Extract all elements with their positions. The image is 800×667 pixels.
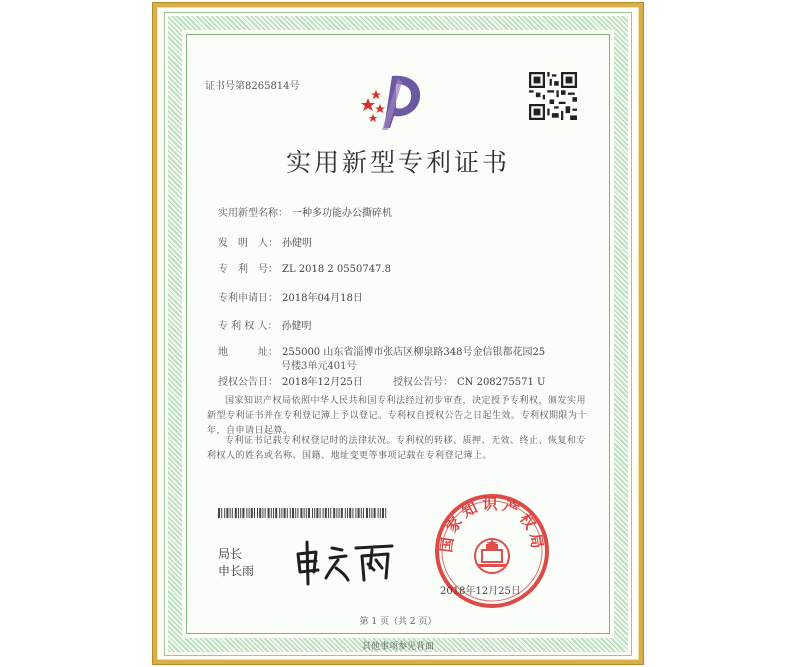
barcode-icon	[218, 508, 388, 518]
field-application-date	[218, 289, 363, 304]
paragraph-legal-status: 专利证书记载专利权登记时的法律状况。专利权的转移、质押、无效、终止、恢复和专利权人的姓名或名称、国籍、地址变更等事项记载在专利登记簿上。	[207, 436, 587, 461]
field-label: 地 址：	[218, 347, 278, 358]
field-address	[218, 343, 545, 358]
field-grant-date	[218, 373, 363, 388]
field-value: 孙健明	[281, 321, 312, 332]
field-utility-model-name	[218, 204, 392, 219]
patent-office-emblem-icon	[352, 68, 440, 134]
field-value: 2018年04月18日	[282, 293, 363, 304]
field-value: CN 208275571 U	[457, 377, 546, 388]
field-value: 一种多功能办公撕碎机	[292, 208, 392, 219]
certificate-title: 实用新型专利证书	[285, 148, 510, 177]
certificate-number: 证书号第8265814号	[205, 81, 300, 92]
field-inventor	[218, 234, 312, 249]
director-signature-icon	[292, 538, 402, 586]
field-patent-number	[218, 260, 391, 275]
page-number: 第 1 页（共 2 页）	[359, 617, 437, 627]
field-value: 2018年12月25日	[282, 377, 363, 388]
field-label: 专 利 权 人：	[218, 321, 278, 332]
field-address-line2: 号楼3单元401号	[281, 361, 357, 372]
director-title: 局长	[218, 547, 243, 561]
bottom-note: 其他事项参见背面	[361, 642, 434, 652]
field-label: 授权公告号：	[393, 377, 453, 388]
seal-text: 国家知识产权局	[437, 495, 547, 554]
field-patentee	[218, 317, 312, 332]
paragraph-grant-statement: 国家知识产权局依照中华人民共和国专利法经过初步审查，决定授予专利权，颁发实用新型专利证书并在专利登记簿上予以登记。专利权自授权公告之日起生效。专利权期限为十年，自申请日起算。	[207, 396, 588, 436]
field-value: 孙健明	[282, 238, 312, 249]
field-grant-number	[393, 373, 545, 388]
field-label: 专利申请日：	[218, 293, 278, 304]
field-value: ZL 2018 2 0550747.8	[282, 264, 392, 275]
field-label: 授权公告日：	[218, 377, 278, 388]
qr-code-icon	[529, 72, 577, 120]
field-value: 255000 山东省淄博市张店区柳泉路348号金信银都花园25	[282, 347, 546, 358]
field-label: 实用新型名称：	[218, 208, 288, 219]
field-label: 发 明 人：	[218, 238, 278, 249]
field-label: 专 利 号：	[218, 264, 278, 275]
director-name: 申长雨	[218, 564, 255, 578]
seal-date: 2018年12月25日	[440, 586, 521, 597]
